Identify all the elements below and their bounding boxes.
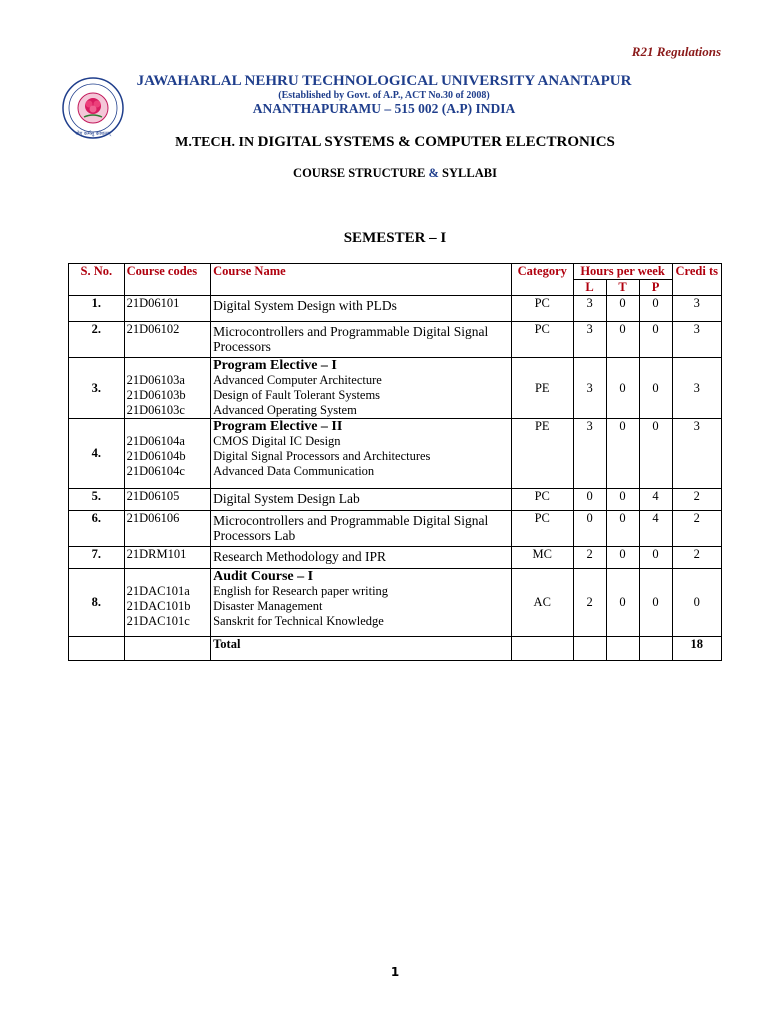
header-codes: Course codes [124, 264, 211, 296]
row-codes [124, 419, 211, 489]
header-hours: Hours per week [573, 264, 672, 280]
program-prefix: M.TECH. IN [175, 135, 255, 150]
course-name: Digital Signal Processors and Architectures [213, 449, 431, 463]
row-t: 0 [606, 489, 639, 511]
row-t: 0 [606, 296, 639, 322]
course-code: 21DAC101a [126, 584, 190, 598]
course-code: 21D06103b [126, 388, 186, 402]
row-codes [124, 569, 211, 637]
row-p: 0 [639, 569, 672, 637]
row-code: 21D06106 [124, 511, 211, 547]
course-name: English for Research paper writing [213, 584, 389, 598]
svg-text:योग कर्मसु कौशलम्: योग कर्मसु कौशलम् [75, 131, 111, 137]
row-code: 21D06102 [124, 322, 211, 358]
row-name: Research Methodology and IPR [211, 547, 512, 569]
header-l: L [573, 280, 606, 296]
row-credits: 0 [672, 569, 722, 637]
table-row [69, 419, 722, 489]
row-t: 0 [606, 547, 639, 569]
row-p: 0 [639, 419, 672, 489]
row-name: Digital System Design Lab [211, 489, 512, 511]
course-table-body [69, 264, 722, 661]
row-sno: 7. [69, 547, 125, 569]
row-category: MC [511, 547, 573, 569]
row-credits: 2 [672, 511, 722, 547]
row-credits: 3 [672, 358, 722, 419]
course-name: Advanced Operating System [213, 403, 357, 417]
course-name: CMOS Digital IC Design [213, 434, 341, 448]
row-l: 0 [573, 511, 606, 547]
table-row [69, 489, 722, 511]
row-credits: 2 [672, 489, 722, 511]
row-t: 0 [606, 322, 639, 358]
table-row [69, 322, 722, 358]
row-t: 0 [606, 419, 639, 489]
row-sno: 6. [69, 511, 125, 547]
university-address: ANANTHAPURAMU – 515 002 (A.P) INDIA [252, 101, 516, 116]
row-credits: 2 [672, 547, 722, 569]
university-name: JAWAHARLAL NEHRU TECHNOLOGICAL UNIVERSITY ANANTAPUR [136, 73, 632, 89]
row-name: Digital System Design with PLDs [211, 296, 512, 322]
row-code: 21DRM101 [124, 547, 211, 569]
row-p: 0 [639, 358, 672, 419]
row-sno: 8. [69, 569, 125, 637]
course-code: 21D06104b [126, 449, 186, 463]
course-name: Advanced Data Communication [213, 464, 375, 478]
row-p: 0 [639, 296, 672, 322]
table-row [69, 547, 722, 569]
university-established: (Established by Govt. of A.P., ACT No.30 of 2008) [278, 90, 490, 101]
total-empty-l [573, 637, 606, 661]
header-credits: Credi ts [672, 264, 722, 296]
table-row [69, 296, 722, 322]
row-sno: 2. [69, 322, 125, 358]
row-names [211, 419, 512, 489]
program-name: DIGITAL SYSTEMS & COMPUTER ELECTRONICS [257, 134, 615, 150]
row-category: PC [511, 296, 573, 322]
row-category: AC [511, 569, 573, 637]
regulation-label: R21 Regulations [631, 44, 721, 59]
program-title [0, 134, 768, 151]
course-structure-amp: & [428, 166, 439, 180]
row-category: PC [511, 511, 573, 547]
total-row [69, 637, 722, 661]
row-name: Microcontrollers and Programmable Digital Signal Processors Lab [211, 511, 512, 547]
row-l: 2 [573, 569, 606, 637]
course-code: 21D06103c [126, 403, 185, 417]
total-empty-category [511, 637, 573, 661]
elective-group-title: Audit Course – I [213, 569, 314, 584]
row-code: 21D06101 [124, 296, 211, 322]
row-l: 0 [573, 489, 606, 511]
row-credits: 3 [672, 322, 722, 358]
elective-group-title: Program Elective – I [213, 358, 337, 373]
course-name: Disaster Management [213, 599, 323, 613]
course-name: Sanskrit for Technical Knowledge [213, 614, 384, 628]
row-sno: 4. [69, 419, 125, 489]
row-sno: 5. [69, 489, 125, 511]
course-name: Advanced Computer Architecture [213, 373, 382, 387]
row-credits: 3 [672, 419, 722, 489]
row-t: 0 [606, 511, 639, 547]
row-category: PE [511, 419, 573, 489]
row-names [211, 358, 512, 419]
course-table [68, 263, 722, 661]
course-structure-left: COURSE STRUCTURE [293, 166, 426, 180]
header-category: Category [511, 264, 573, 296]
total-empty-t [606, 637, 639, 661]
table-row [69, 358, 722, 419]
row-t: 0 [606, 569, 639, 637]
row-credits: 3 [672, 296, 722, 322]
course-code: 21DAC101b [126, 599, 191, 613]
row-l: 2 [573, 547, 606, 569]
course-code: 21D06104c [126, 464, 185, 478]
row-category: PE [511, 358, 573, 419]
table-row [69, 569, 722, 637]
row-t: 0 [606, 358, 639, 419]
row-names [211, 569, 512, 637]
page-number: 1 [390, 965, 400, 979]
row-codes [124, 358, 211, 419]
table-row [69, 511, 722, 547]
row-code: 21D06105 [124, 489, 211, 511]
header-t: T [606, 280, 639, 296]
row-l: 3 [573, 296, 606, 322]
total-label: Total [211, 637, 512, 661]
elective-group-title: Program Elective – II [213, 419, 343, 434]
total-empty-p [639, 637, 672, 661]
row-p: 4 [639, 511, 672, 547]
row-p: 0 [639, 322, 672, 358]
row-p: 0 [639, 547, 672, 569]
course-structure-heading [0, 166, 768, 181]
course-code: 21D06103a [126, 373, 185, 387]
row-sno: 3. [69, 358, 125, 419]
row-l: 3 [573, 419, 606, 489]
semester-heading: SEMESTER – I [343, 230, 447, 246]
table-header-row [69, 264, 722, 280]
course-code: 21DAC101c [126, 614, 190, 628]
row-category: PC [511, 322, 573, 358]
row-l: 3 [573, 322, 606, 358]
header-sno: S. No. [69, 264, 125, 296]
course-name: Design of Fault Tolerant Systems [213, 388, 381, 402]
course-code: 21D06104a [126, 434, 185, 448]
row-category: PC [511, 489, 573, 511]
total-credits: 18 [672, 637, 722, 661]
total-empty-sno [69, 637, 125, 661]
row-sno: 1. [69, 296, 125, 322]
course-structure-right: SYLLABI [442, 166, 497, 180]
header-p: P [639, 280, 672, 296]
row-p: 4 [639, 489, 672, 511]
row-name: Microcontrollers and Programmable Digital Signal Processors [211, 322, 512, 358]
header-name: Course Name [211, 264, 512, 296]
total-empty-code [124, 637, 211, 661]
row-l: 3 [573, 358, 606, 419]
